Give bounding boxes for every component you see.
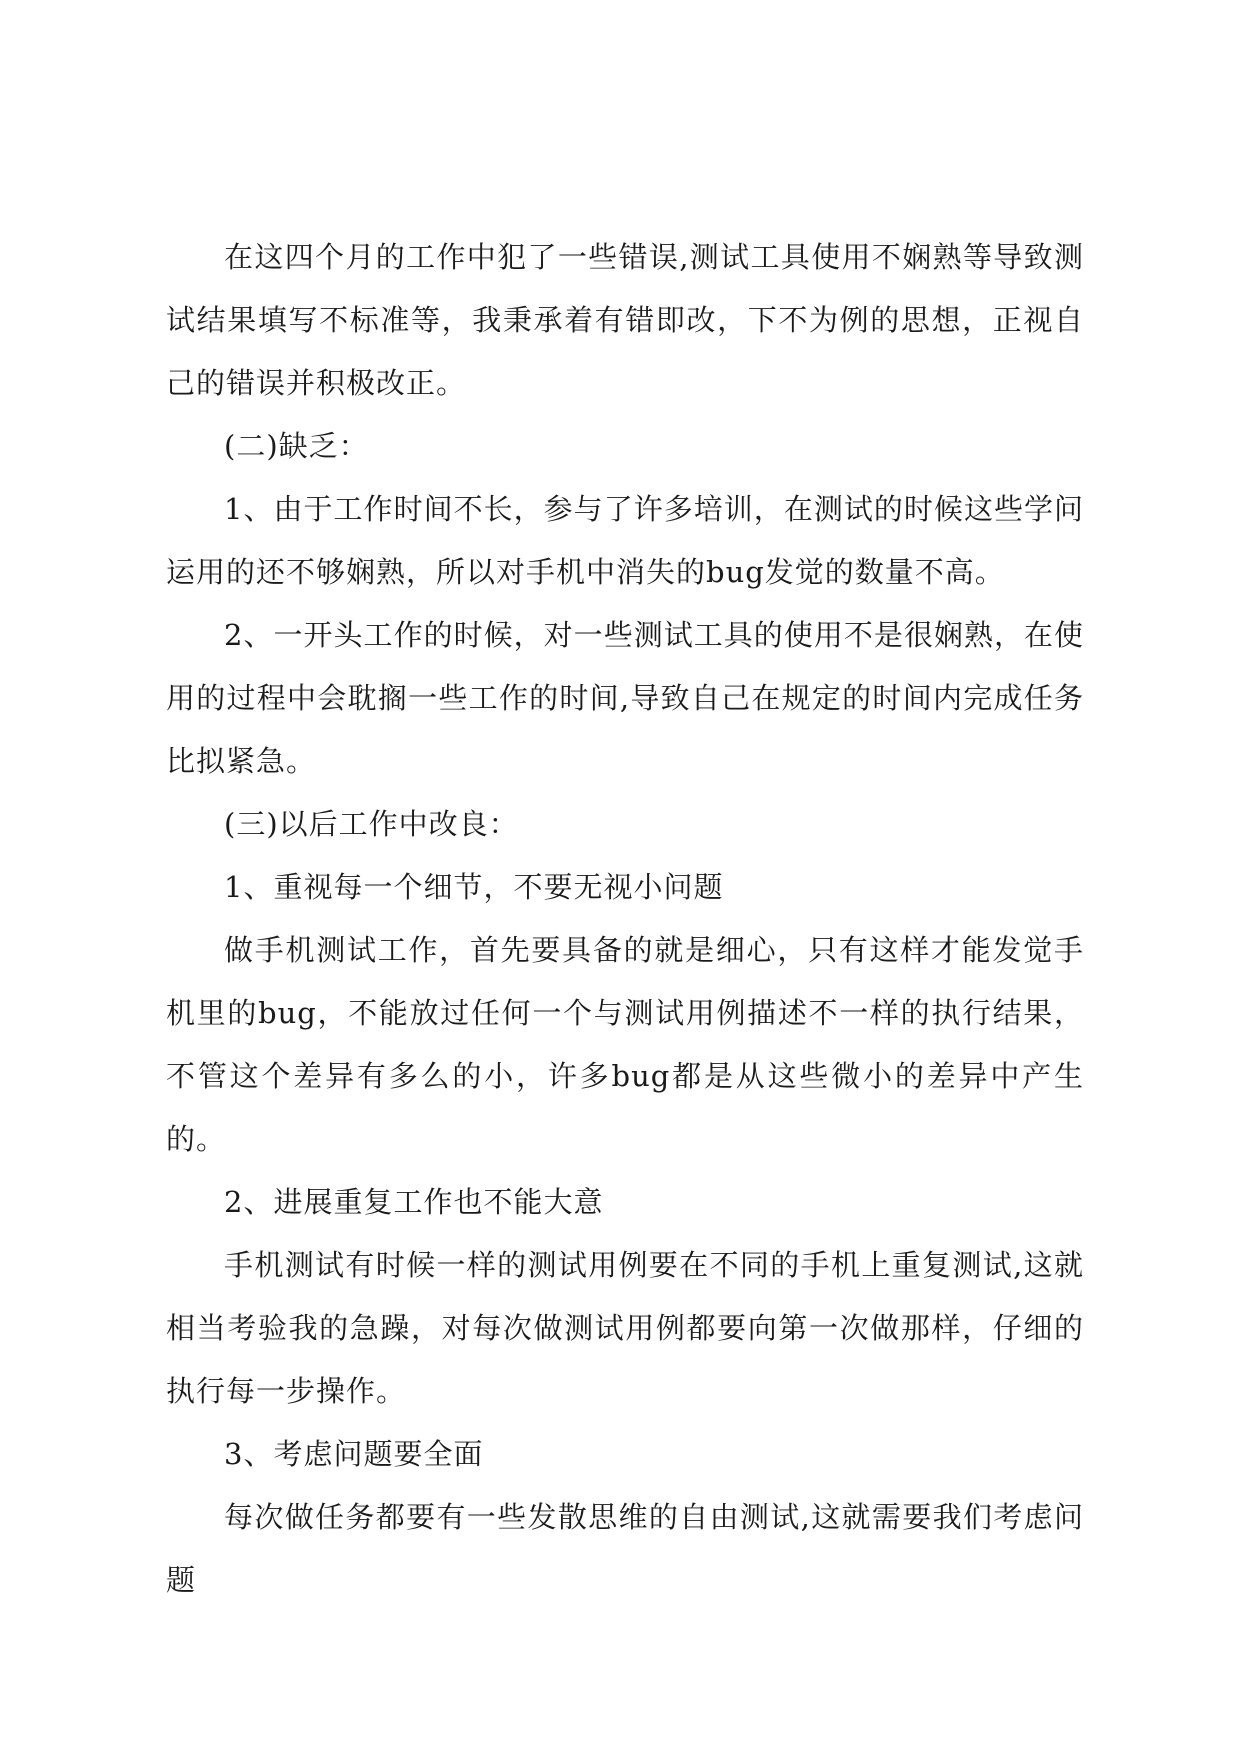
improvement-1-body: 做手机测试工作，首先要具备的就是细心，只有这样才能发觉手机里的bug，不能放过任何一个与测试用例描述不一样的执行结果，不管这个差异有多么的小，许多bug都是从这些微小的差异中产生的。 [166, 933, 1084, 1156]
improvement-2-body: 手机测试有时候一样的测试用例要在不同的手机上重复测试,这就相当考验我的急躁，对每次做测试用例都要向第一次做那样，仔细的执行每一步操作。 [166, 1248, 1084, 1408]
improvement-3-body: 每次做任务都要有一些发散思维的自由测试,这就需要我们考虑问题 [166, 1500, 1084, 1597]
paragraph-shortcoming-2: 2、一开头工作的时候，对一些测试工具的使用不是很娴熟，在使用的过程中会耽搁一些工作的时间,导致自己在规定的时间内完成任务比拟紧急。 [166, 618, 1084, 778]
heading-improvements: (三)以后工作中改良： [224, 807, 519, 841]
paragraph-errors: 在这四个月的工作中犯了一些错误,测试工具使用不娴熟等导致测试结果填写不标准等，我秉承着有错即改，下不为例的思想，正视自己的错误并积极改正。 [166, 240, 1084, 400]
document-body [166, 226, 1084, 1612]
heading-shortcomings: (二)缺乏： [224, 429, 369, 463]
paragraph-shortcoming-1: 1、由于工作时间不长，参与了许多培训，在测试的时候这些学问运用的还不够娴熟，所以对手机中消失的bug发觉的数量不高。 [166, 492, 1084, 589]
improvement-1-title: 1、重视每一个细节，不要无视小问题 [224, 870, 724, 904]
improvement-2-title: 2、进展重复工作也不能大意 [224, 1185, 604, 1219]
improvement-3-title: 3、考虑问题要全面 [224, 1437, 484, 1471]
